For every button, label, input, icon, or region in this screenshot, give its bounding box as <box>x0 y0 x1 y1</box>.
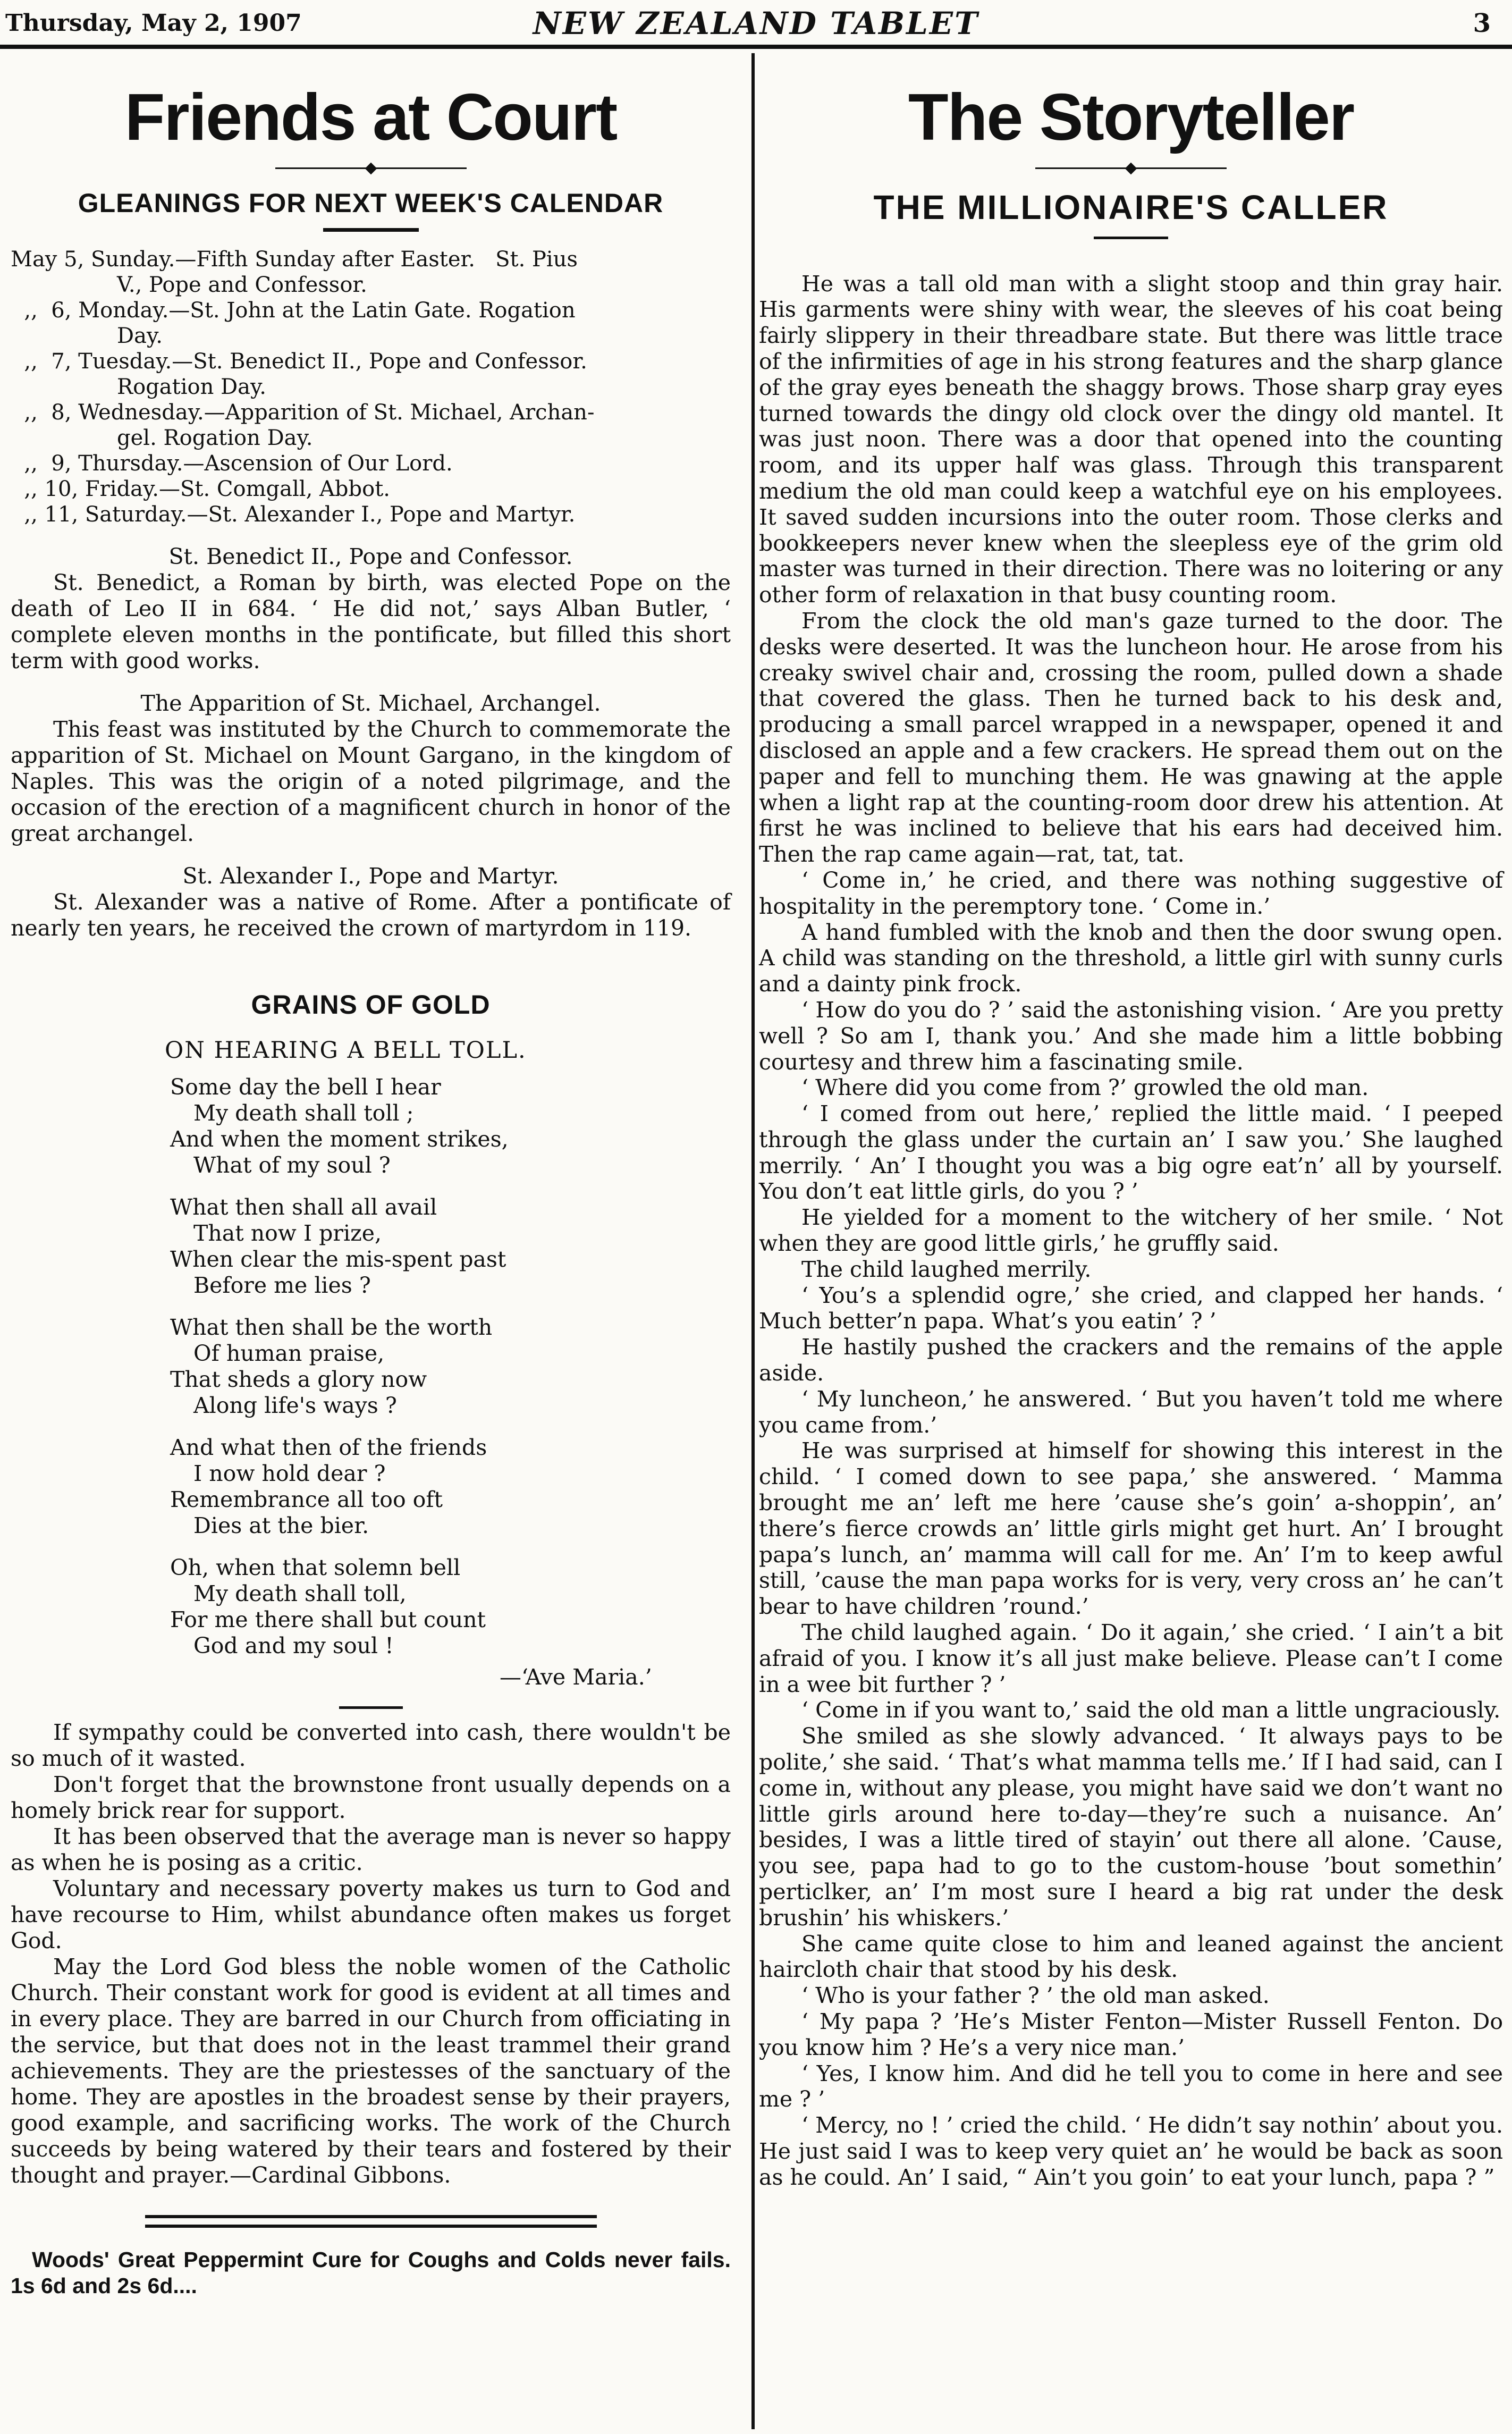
ornamental-rule <box>275 164 467 172</box>
ornamental-rule <box>1035 164 1227 172</box>
story-paragraph: The child laughed merrily. <box>801 1256 1092 1282</box>
short-rule <box>339 1706 403 1709</box>
saint-paragraph: This feast was instituted by the Church to commemorate the apparition of St. Michael on Mount Gargano, in the kingdom of Naples. This was the origin of a noted pilgrimage, and the occasion of the erection of a magnificent church in honor of the great archangel. <box>11 716 731 846</box>
story-paragraph: He was a tall old man with a slight stoop and thin gray hair. His garments were shiny with wear, the sleeves of his coat being fairly slippery in their threadbare state. But there was little trace of the infirmities of age in his strong features and the sharp glance of the gray eyes beneath the shaggy brows. Those sharp gray eyes turned towards the dingy old clock over the dingy old mantel. It was just noon. There was a door that opened into the counting room, and its upper half was glass. Through this transparent medium the old man could keep a watchful eye on his employees. It saved sudden incursions into the outer room. Those clerks and bookkeepers never knew when the sleepless eye of the grim old master was turned in their direction. There was no loitering or any other form of relaxation in that busy counting room. <box>759 271 1503 608</box>
story-paragraph: She smiled as she slowly advanced. ‘ It always pays to be polite,’ she said. ‘ That’s what mamma tells me.’ If I had said, can I come in, without any please, you might have said we don’t want no little girls around here to-day—they’re such a nuisance. An’ besides, I was a little tired of stayin’ out there all alone. ’Cause, you see, papa had to go to the custom-house ’bout somethin’ perticlker, an’ I’m most sure I heard a big rat under the desk brushin’ his whiskers.’ <box>759 1723 1503 1931</box>
story-paragraph: ‘ Where did you come from ?’ growled the old man. <box>801 1075 1369 1101</box>
item-paragraph: It has been observed that the average man is never so happy as when he is posing as a critic. <box>11 1823 731 1875</box>
story-paragraph: ‘ Mercy, no ! ’ cried the child. ‘ He didn’t say nothin’ about you. He just said I was to keep very quiet an’ he would be back as soon as he could. An’ I said, “ Ain’t you goin’ to eat your lunch, papa ? ” <box>759 2112 1503 2190</box>
issue-date: Thursday, May 2, 1907 <box>5 10 302 37</box>
section-title-storyteller: The Storyteller <box>908 81 1354 154</box>
saint-heading: The Apparition of St. Michael, Archangel. <box>140 690 601 716</box>
story-paragraph: ‘ Come in,’ he cried, and there was nothing suggestive of hospitality in the peremptory tone. ‘ Come in.’ <box>759 867 1503 919</box>
story-paragraph: ‘ Yes, I know him. And did he tell you to come in here and see me ? ’ <box>759 2060 1503 2112</box>
story-paragraph: ‘ You’s a splendid ogre,’ she cried, and clapped her hands. ‘ Much better’n papa. What’s you eatin’ ? ’ <box>759 1282 1503 1334</box>
story-paragraph: ‘ Come in if you want to,’ said the old man a little ungraciously. <box>801 1697 1501 1723</box>
advertisement: Woods' Great Peppermint Cure for Coughs and Colds never fails. 1s 6d and 2s 6d.... <box>11 2247 731 2298</box>
header-rule <box>0 45 1512 49</box>
calendar-item: ,, 9, Thursday.—Ascension of Our Lord. <box>11 451 453 476</box>
story-paragraph: She came quite close to him and leaned against the ancient haircloth chair that stood by his desk. <box>759 1931 1503 1983</box>
saint-heading: St. Alexander I., Pope and Martyr. <box>182 863 559 889</box>
story-paragraph: ‘ My papa ? ’He’s Mister Fenton—Mister Russell Fenton. Do you know him ? He’s a very nice man.’ <box>759 2008 1503 2060</box>
item-paragraph: May the Lord God bless the noble women of the Catholic Church. Their constant work for good is evident at all times and in every place. They are barred in our Church from officiating in the service, but that does not in the least trammel their grand achievements. They are the priestesses of the sanctuary of the home. They are apostles in the broadest sense by their prayers, good example, and sacrificing works. The work of the Church succeeds by being watered by their tears and fostered by their thought and prayer.—Cardinal Gibbons. <box>11 1953 731 2188</box>
calendar-list <box>11 247 731 527</box>
calendar-item: May 5, Sunday.—Fifth Sunday after Easter. St. Pius V., Pope and Confessor. <box>11 247 578 297</box>
story-body <box>759 271 1503 2191</box>
saint-heading: St. Benedict II., Pope and Confessor. <box>168 543 573 569</box>
poem-stanza: Some day the bell I hear My death shall toll ; And when the moment strikes, What of my soul ? <box>170 1074 509 1178</box>
page-header <box>0 0 1512 40</box>
poem-stanza: What then shall all avail That now I prize, When clear the mis-spent past Before me lies ? <box>170 1194 506 1298</box>
right-column <box>759 58 1503 2191</box>
short-rule <box>323 228 419 232</box>
story-paragraph: ‘ How do you do ? ’ said the astonishing vision. ‘ Are you pretty well ? So am I, thank you.’ And she made him a little bobbing courtesy and threw him a fascinating smile. <box>759 997 1503 1075</box>
story-paragraph: He yielded for a moment to the witchery of her smile. ‘ Not when they are good little girls,’ he gruffly said. <box>759 1205 1503 1257</box>
short-rule <box>1094 237 1168 239</box>
calendar-item: ,, 11, Saturday.—St. Alexander I., Pope and Martyr. <box>11 502 576 527</box>
item-paragraph: Voluntary and necessary poverty makes us turn to God and have recourse to Him, whilst abundance often makes us forget God. <box>11 1875 731 1953</box>
calendar-heading: GLEANINGS FOR NEXT WEEK'S CALENDAR <box>78 188 664 218</box>
story-paragraph: From the clock the old man's gaze turned to the door. The desks were deserted. It was the luncheon hour. He arose from his creaky swivel chair and, crossing the room, pulled down a shade that covered the glass. Then he turned back to his desk and, producing a small parcel wrapped in a newspaper, opened it and disclosed an apple and a few crackers. He spread them out on the paper and fell to munching them. He was gnawing at the apple when a light rap at the counting-room door drew his attention. At first he was inclined to believe that his ears had deceived him. Then the rap came again—rat, tat, tat. <box>759 608 1503 868</box>
poem-stanza: What then shall be the worth Of human praise, That sheds a glory now Along life's ways ? <box>170 1314 493 1418</box>
saint-paragraph: St. Benedict, a Roman by birth, was elected Pope on the death of Leo II in 684. ‘ He did not,’ says Alban Butler, ‘ complete eleven months in the pontificate, but filled this short term with good works. <box>11 569 731 673</box>
story-paragraph: ‘ My luncheon,’ he answered. ‘ But you haven’t told me where you came from.’ <box>759 1386 1503 1438</box>
story-paragraph: He was surprised at himself for showing this interest in the child. ‘ I comed down to see papa,’ she answered. ‘ Mamma brought me an’ left me here ’cause she’s goin’ a-shoppin’, an’ there’s fierce crowds an’ little girls might get hurt. An’ I brought papa’s lunch, an’ mamma will call for me. An’ I’m to keep awful still, ’cause the man papa works for is very, very cross an’ he can’t bear to have children ’round.’ <box>759 1438 1503 1620</box>
calendar-item: ,, 6, Monday.—St. John at the Latin Gate. Rogation Day. <box>11 298 576 348</box>
calendar-item: ,, 7, Tuesday.—St. Benedict II., Pope and Confessor. Rogation Day. <box>11 349 587 399</box>
calendar-item: ,, 8, Wednesday.—Apparition of St. Michael, Archan- gel. Rogation Day. <box>11 400 595 450</box>
item-paragraph: If sympathy could be converted into cash, there wouldn't be so much of it wasted. <box>11 1719 731 1771</box>
story-paragraph: He hastily pushed the crackers and the remains of the apple aside. <box>759 1334 1503 1386</box>
story-paragraph: ‘ Who is your father ? ’ the old man asked. <box>801 1983 1270 2009</box>
poem-title: ON HEARING A BELL TOLL. <box>165 1037 527 1064</box>
poem-attribution: —‘Ave Maria.’ <box>500 1664 652 1690</box>
grains-of-gold-heading: GRAINS OF GOLD <box>251 989 491 1020</box>
story-paragraph: ‘ I comed from out here,’ replied the little maid. ‘ I peeped through the glass under the curtain an’ I saw you.’ She laughed merrily. ‘ An’ I thought you was a big ogre eat’n’ all by yourself. You don’t eat little girls, do you ? ’ <box>759 1101 1503 1205</box>
page-number: 3 <box>1473 9 1491 38</box>
newspaper-title: NEW ZEALAND TABLET <box>533 5 979 41</box>
left-column <box>11 58 731 2299</box>
poem-stanza: Oh, when that solemn bell My death shall toll, For me there shall but count God and my soul ! <box>170 1554 486 1658</box>
calendar-item: ,, 10, Friday.—St. Comgall, Abbot. <box>11 476 390 501</box>
poem-stanza: And what then of the friends I now hold dear ? Remembrance all too oft Dies at the bier. <box>170 1434 487 1538</box>
saint-paragraph: St. Alexander was a native of Rome. After a pontificate of nearly ten years, he received the crown of martyrdom in 119. <box>11 889 731 941</box>
column-divider <box>751 53 755 2429</box>
item-paragraph: Don't forget that the brownstone front usually depends on a homely brick rear for support. <box>11 1771 731 1823</box>
story-paragraph: A hand fumbled with the knob and then the door swung open. A child was standing on the threshold, a little girl with sunny curls and a dainty pink frock. <box>759 919 1503 997</box>
story-paragraph: The child laughed again. ‘ Do it again,’ she cried. ‘ I ain’t a bit afraid of you. I know it’s all just make believe. Please can’t I come in a wee bit further ? ’ <box>759 1620 1503 1697</box>
story-heading: THE MILLIONAIRE'S CALLER <box>873 188 1389 226</box>
double-rule <box>145 2215 597 2228</box>
section-title-friends-at-court: Friends at Court <box>124 81 617 154</box>
